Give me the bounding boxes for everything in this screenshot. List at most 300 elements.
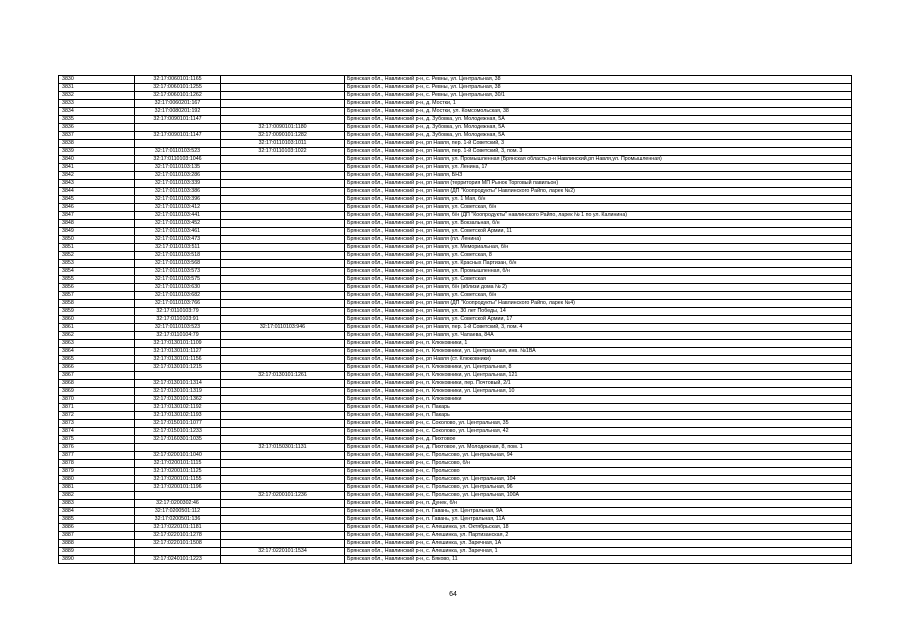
row-number-cell: 3887 — [59, 532, 135, 540]
cadastral-number-2-cell — [221, 228, 345, 236]
cadastral-number-cell: 32:17:0090101:1147 — [135, 132, 221, 140]
address-cell: Брянская обл., Навлинский р-н, с. Пролысово, ул. Центральная, 104 — [345, 476, 852, 484]
table-row — [59, 84, 852, 92]
table-row — [59, 548, 852, 556]
cadastral-number-2-cell — [221, 220, 345, 228]
cadastral-number-2-cell — [221, 268, 345, 276]
cadastral-number-2-cell — [221, 500, 345, 508]
address-cell: Брянская обл., Навлинский р-н, рп Навля (ст. Клюковники) — [345, 356, 852, 364]
cadastral-number-cell: 32:17:0220101:1278 — [135, 532, 221, 540]
cadastral-number-2-cell — [221, 388, 345, 396]
cadastral-number-cell: 32:17:0130101:1109 — [135, 340, 221, 348]
row-number-cell: 3855 — [59, 276, 135, 284]
cadastral-number-cell: 32:17:0150101:1233 — [135, 428, 221, 436]
row-number-cell: 3844 — [59, 188, 135, 196]
address-cell: Брянская обл., Навлинский р-н, рп Навля, ул. Ленина, 17 — [345, 164, 852, 172]
table-row — [59, 164, 852, 172]
row-number-cell: 3832 — [59, 92, 135, 100]
cadastral-number-cell: 32:17:0110103:1046 — [135, 156, 221, 164]
cadastral-number-2-cell — [221, 252, 345, 260]
address-cell: Брянская обл., Навлинский р-н, с. Пролысово, ул. Центральная, 100А — [345, 492, 852, 500]
table-row — [59, 148, 852, 156]
cadastral-number-2-cell — [221, 484, 345, 492]
row-number-cell: 3850 — [59, 236, 135, 244]
registry-table-body — [59, 76, 852, 564]
table-row — [59, 476, 852, 484]
address-cell: Брянская обл., Навлинский р-н, рп Навля, ул. 30 лет Победы, 14 — [345, 308, 852, 316]
address-cell: Брянская обл., Навлинский р-н, рп Навля (ДП "Коопродукты" Навлинского Райпо, ларек №2) — [345, 188, 852, 196]
cadastral-number-cell: 32:17:0110103:766 — [135, 300, 221, 308]
cadastral-number-cell: 32:17:0110103:573 — [135, 268, 221, 276]
address-cell: Брянская обл., Навлинский р-н, д. Мостки, ул. Комсомольская, 38 — [345, 108, 852, 116]
row-number-cell: 3878 — [59, 460, 135, 468]
cadastral-number-2-cell — [221, 428, 345, 436]
table-row — [59, 380, 852, 388]
cadastral-number-cell: 32:17:0220101:1181 — [135, 524, 221, 532]
row-number-cell: 3865 — [59, 356, 135, 364]
cadastral-number-2-cell — [221, 108, 345, 116]
table-row — [59, 316, 852, 324]
cadastral-number-2-cell — [221, 524, 345, 532]
row-number-cell: 3879 — [59, 468, 135, 476]
cadastral-number-cell: 32:17:0130101:1127 — [135, 348, 221, 356]
cadastral-number-cell: 32:17:0110103:473 — [135, 236, 221, 244]
table-row — [59, 196, 852, 204]
cadastral-number-cell: 32:17:0110103:523 — [135, 148, 221, 156]
address-cell: Брянская обл., Навлинский р-н, п. Клюковники, ул. Центральная, инв. №1ВА — [345, 348, 852, 356]
cadastral-number-cell: 32:17:0060101:1262 — [135, 92, 221, 100]
cadastral-number-cell: 32:17:0130101:1156 — [135, 356, 221, 364]
row-number-cell: 3883 — [59, 500, 135, 508]
cadastral-number-2-cell — [221, 236, 345, 244]
table-row — [59, 292, 852, 300]
cadastral-number-2-cell — [221, 356, 345, 364]
table-row — [59, 228, 852, 236]
address-cell: Брянская обл., Навлинский р-н, с. Алешинка, ул. Заречная, 1А — [345, 540, 852, 548]
cadastral-number-2-cell — [221, 100, 345, 108]
table-row — [59, 500, 852, 508]
address-cell: Брянская обл., Навлинский р-н, п. Гавань, ул. Центральная, 9А — [345, 508, 852, 516]
row-number-cell: 3880 — [59, 476, 135, 484]
address-cell: Брянская обл., Навлинский р-н, п. Клюковники — [345, 396, 852, 404]
row-number-cell: 3847 — [59, 212, 135, 220]
cadastral-number-2-cell — [221, 412, 345, 420]
address-cell: Брянская обл., Навлинский р-н, с. Алешинка, ул. Октябрьская, 18 — [345, 524, 852, 532]
row-number-cell: 3835 — [59, 116, 135, 124]
address-cell: Брянская обл., Навлинский р-н, рп Навля, ул. Промышленная, б/н — [345, 268, 852, 276]
cadastral-number-cell: 32:17:0220101:1508 — [135, 540, 221, 548]
row-number-cell: 3851 — [59, 244, 135, 252]
row-number-cell: 3830 — [59, 76, 135, 84]
address-cell: Брянская обл., Навлинский р-н, рп Навля, пер. 1-й Советский, 3, пом. 4 — [345, 324, 852, 332]
cadastral-number-2-cell — [221, 348, 345, 356]
cadastral-number-2-cell — [221, 92, 345, 100]
row-number-cell: 3888 — [59, 540, 135, 548]
address-cell: Брянская обл., Навлинский р-н, рп Навля, ул. Мемориальная, б/н — [345, 244, 852, 252]
cadastral-number-2-cell: 32:17:0090101:1282 — [221, 132, 345, 140]
cadastral-number-cell: 32:17:0110103:575 — [135, 276, 221, 284]
cadastral-number-2-cell: 32:17:0200101:1236 — [221, 492, 345, 500]
cadastral-number-cell: 32:17:0110103:523 — [135, 324, 221, 332]
cadastral-number-cell: 32:17:0130101:1319 — [135, 388, 221, 396]
address-cell: Брянская обл., Навлинский р-н, рп Навля, ул. 1 Мая, б/н — [345, 196, 852, 204]
table-row — [59, 444, 852, 452]
cadastral-number-2-cell: 32:17:0110103:1011 — [221, 140, 345, 148]
cadastral-number-cell: 32:17:0110103:682 — [135, 292, 221, 300]
address-cell: Брянская обл., Навлинский р-н, рп Навля, ул. Красных Партизан, б/н — [345, 260, 852, 268]
cadastral-number-cell: 32:17:0080201:192 — [135, 108, 221, 116]
row-number-cell: 3837 — [59, 132, 135, 140]
cadastral-number-2-cell — [221, 380, 345, 388]
row-number-cell: 3833 — [59, 100, 135, 108]
row-number-cell: 3854 — [59, 268, 135, 276]
cadastral-number-cell — [135, 124, 221, 132]
cadastral-number-2-cell: 32:17:0130101:1261 — [221, 372, 345, 380]
cadastral-number-cell: 32:17:0110103:568 — [135, 260, 221, 268]
address-cell: Брянская обл., Навлинский р-н, п. Дунек, б/н — [345, 500, 852, 508]
row-number-cell: 3867 — [59, 372, 135, 380]
table-row — [59, 116, 852, 124]
row-number-cell: 3874 — [59, 428, 135, 436]
cadastral-number-cell: 32:17:0110103:286 — [135, 172, 221, 180]
address-cell: Брянская обл., Навлинский р-н, рп Навля, ул. Советская, б/н — [345, 292, 852, 300]
cadastral-number-cell: 32:17:0110103:386 — [135, 188, 221, 196]
address-cell: Брянская обл., Навлинский р-н, с. Ревны, ул. Центральная, 38 — [345, 84, 852, 92]
address-cell: Брянская обл., Навлинский р-н, с. Соколово, ул. Центральная, 42 — [345, 428, 852, 436]
row-number-cell: 3838 — [59, 140, 135, 148]
cadastral-number-cell — [135, 548, 221, 556]
page-number: 64 — [449, 591, 457, 598]
table-row — [59, 244, 852, 252]
address-cell: Брянская обл., Навлинский р-н, д. Пихтовое, ул. Молодежная, 8, пом. 1 — [345, 444, 852, 452]
cadastral-number-cell: 32:17:0110104:79 — [135, 332, 221, 340]
cadastral-number-2-cell: 32:17:0090101:1180 — [221, 124, 345, 132]
row-number-cell: 3834 — [59, 108, 135, 116]
row-number-cell: 3836 — [59, 124, 135, 132]
address-cell: Брянская обл., Навлинский р-н, рп Навля, ул. Советская, б/н — [345, 204, 852, 212]
cadastral-number-cell: 32:17:0200101:1196 — [135, 484, 221, 492]
cadastral-number-2-cell — [221, 212, 345, 220]
address-cell: Брянская обл., Навлинский р-н, с. Алешинка, ул. Партизанская, 2 — [345, 532, 852, 540]
table-row — [59, 348, 852, 356]
table-row — [59, 364, 852, 372]
row-number-cell: 3845 — [59, 196, 135, 204]
table-row — [59, 332, 852, 340]
table-row — [59, 412, 852, 420]
table-row — [59, 460, 852, 468]
table-row — [59, 180, 852, 188]
cadastral-number-2-cell — [221, 244, 345, 252]
address-cell: Брянская обл., Навлинский р-н, п. Клюковники, ул. Центральная, 121 — [345, 372, 852, 380]
cadastral-number-cell: 32:17:0200101:1125 — [135, 468, 221, 476]
address-cell: Брянская обл., Навлинский р-н, д. Мостки, 1 — [345, 100, 852, 108]
cadastral-number-cell: 32:17:0160301:1035 — [135, 436, 221, 444]
address-cell: Брянская обл., Навлинский р-н, п. Клюковники, ул. Центральная, 8 — [345, 364, 852, 372]
table-row — [59, 492, 852, 500]
table-row — [59, 140, 852, 148]
row-number-cell: 3860 — [59, 316, 135, 324]
row-number-cell: 3853 — [59, 260, 135, 268]
row-number-cell: 3864 — [59, 348, 135, 356]
table-row — [59, 260, 852, 268]
table-row — [59, 556, 852, 564]
table-row — [59, 524, 852, 532]
cadastral-number-2-cell: 32:17:0110103:1022 — [221, 148, 345, 156]
row-number-cell: 3859 — [59, 308, 135, 316]
cadastral-number-2-cell — [221, 276, 345, 284]
cadastral-number-2-cell — [221, 540, 345, 548]
table-row — [59, 76, 852, 84]
address-cell: Брянская обл., Навлинский р-н, рп Навля, ул. Чапаева, 84А — [345, 332, 852, 340]
cadastral-number-2-cell — [221, 180, 345, 188]
table-row — [59, 356, 852, 364]
table-row — [59, 236, 852, 244]
address-cell: Брянская обл., Навлинский р-н, рп Навля, ул. Советская — [345, 276, 852, 284]
cadastral-number-cell: 32:17:0240101:1223 — [135, 556, 221, 564]
table-row — [59, 108, 852, 116]
row-number-cell: 3866 — [59, 364, 135, 372]
address-cell: Брянская обл., Навлинский р-н, с. Пролысово, б/н — [345, 460, 852, 468]
row-number-cell: 3886 — [59, 524, 135, 532]
row-number-cell: 3877 — [59, 452, 135, 460]
table-row — [59, 100, 852, 108]
cadastral-number-2-cell: 32:17:0150301:1131 — [221, 444, 345, 452]
cadastral-number-2-cell: 32:17:0220101:1534 — [221, 548, 345, 556]
address-cell: Брянская обл., Навлинский р-н, с. Бяково, 11 — [345, 556, 852, 564]
cadastral-number-2-cell — [221, 300, 345, 308]
table-row — [59, 420, 852, 428]
cadastral-number-2-cell — [221, 460, 345, 468]
table-row — [59, 508, 852, 516]
address-cell: Брянская обл., Навлинский р-н, рп Навля, б/н (ДП "Коопродукты" навлинского Райпо, ларек № 1 по ул. Калинина) — [345, 212, 852, 220]
cadastral-number-cell: 32:17:0060201:167 — [135, 100, 221, 108]
row-number-cell: 3863 — [59, 340, 135, 348]
address-cell: Брянская обл., Навлинский р-н, рп Навля, ул. Вокзальная, б/н — [345, 220, 852, 228]
cadastral-number-cell: 32:17:0200101:1155 — [135, 476, 221, 484]
address-cell: Брянская обл., Навлинский р-н, рп Навля, ул. Промышленная (Брянская область,р-н Навлинский,рп Навля,ул. Промышленная) — [345, 156, 852, 164]
row-number-cell: 3849 — [59, 228, 135, 236]
cadastral-number-cell: 32:17:0110103:630 — [135, 284, 221, 292]
address-cell: Брянская обл., Навлинский р-н, п. Клюковники, 1 — [345, 340, 852, 348]
cadastral-number-cell — [135, 492, 221, 500]
address-cell: Брянская обл., Навлинский р-н, с. Пролысово, ул. Центральная, 96 — [345, 484, 852, 492]
address-cell: Брянская обл., Навлинский р-н, д. Зубовка, ул. Молодежная, 5А — [345, 124, 852, 132]
cadastral-number-cell: 32:17:0110103:461 — [135, 228, 221, 236]
address-cell: Брянская обл., Навлинский р-н, д. Зубовка, ул. Молодежная, 5А — [345, 132, 852, 140]
table-row — [59, 404, 852, 412]
row-number-cell: 3869 — [59, 388, 135, 396]
row-number-cell: 3884 — [59, 508, 135, 516]
address-cell: Брянская обл., Навлинский р-н, с. Ревны, ул. Центральная, 38 — [345, 76, 852, 84]
cadastral-number-2-cell — [221, 76, 345, 84]
table-row — [59, 276, 852, 284]
table-row — [59, 516, 852, 524]
table-row — [59, 340, 852, 348]
row-number-cell: 3842 — [59, 172, 135, 180]
address-cell: Брянская обл., Навлинский р-н, п. Клюковники, пер. Почтовый, 2/1 — [345, 380, 852, 388]
table-row — [59, 204, 852, 212]
cadastral-number-cell: 32:17:0130101:1362 — [135, 396, 221, 404]
cadastral-number-2-cell — [221, 404, 345, 412]
cadastral-number-2-cell — [221, 308, 345, 316]
cadastral-number-2-cell: 32:17:0110103:946 — [221, 324, 345, 332]
cadastral-number-cell: 32:17:0130101:1215 — [135, 364, 221, 372]
cadastral-number-cell: 32:17:0200101:1040 — [135, 452, 221, 460]
cadastral-number-cell: 32:17:0200501:112 — [135, 508, 221, 516]
row-number-cell: 3872 — [59, 412, 135, 420]
cadastral-number-2-cell — [221, 364, 345, 372]
row-number-cell: 3848 — [59, 220, 135, 228]
address-cell: Брянская обл., Навлинский р-н, рп Навля, б/н (вблизи дома № 2) — [345, 284, 852, 292]
address-cell: Брянская обл., Навлинский р-н, п. Клюковники, ул. Центральная, 10 — [345, 388, 852, 396]
cadastral-number-cell: 32:17:0200501:136 — [135, 516, 221, 524]
cadastral-number-cell — [135, 444, 221, 452]
cadastral-number-2-cell — [221, 452, 345, 460]
cadastral-number-cell: 32:17:0130101:1314 — [135, 380, 221, 388]
cadastral-number-cell: 32:17:0060101:1165 — [135, 76, 221, 84]
address-cell: Брянская обл., Навлинский р-н, рп Навля, ул. Советская, 8 — [345, 252, 852, 260]
cadastral-number-cell: 32:17:0150101:1077 — [135, 420, 221, 428]
address-cell: Брянская обл., Навлинский р-н, рп Навля, пер. 1-й Советский, 3 — [345, 140, 852, 148]
row-number-cell: 3889 — [59, 548, 135, 556]
table-row — [59, 172, 852, 180]
table-row — [59, 212, 852, 220]
cadastral-number-2-cell — [221, 516, 345, 524]
row-number-cell: 3831 — [59, 84, 135, 92]
table-row — [59, 156, 852, 164]
cadastral-number-2-cell — [221, 284, 345, 292]
cadastral-number-2-cell — [221, 156, 345, 164]
cadastral-number-2-cell — [221, 436, 345, 444]
cadastral-number-2-cell — [221, 468, 345, 476]
cadastral-number-cell: 32:17:0110103:511 — [135, 244, 221, 252]
cadastral-number-2-cell — [221, 84, 345, 92]
cadastral-number-2-cell — [221, 420, 345, 428]
cadastral-number-2-cell — [221, 292, 345, 300]
table-row — [59, 372, 852, 380]
row-number-cell: 3861 — [59, 324, 135, 332]
address-cell: Брянская обл., Навлинский р-н, п. Пакарь — [345, 412, 852, 420]
table-row — [59, 532, 852, 540]
row-number-cell: 3840 — [59, 156, 135, 164]
address-cell: Брянская обл., Навлинский р-н, с. Соколово, ул. Центральная, 35 — [345, 420, 852, 428]
cadastral-number-cell: 32:17:0110103:339 — [135, 180, 221, 188]
row-number-cell: 3885 — [59, 516, 135, 524]
cadastral-number-2-cell — [221, 164, 345, 172]
cadastral-number-cell: 32:17:0110103:518 — [135, 252, 221, 260]
cadastral-number-2-cell — [221, 532, 345, 540]
cadastral-number-2-cell — [221, 476, 345, 484]
cadastral-number-cell: 32:17:0110103:91 — [135, 316, 221, 324]
address-cell: Брянская обл., Навлинский р-н, д. Пихтовое — [345, 436, 852, 444]
cadastral-number-cell: 32:17:0110103:441 — [135, 212, 221, 220]
cadastral-number-2-cell — [221, 172, 345, 180]
address-cell: Брянская обл., Навлинский р-н, рп Навля, БНЗ — [345, 172, 852, 180]
table-row — [59, 540, 852, 548]
row-number-cell: 3890 — [59, 556, 135, 564]
address-cell: Брянская обл., Навлинский р-н, рп Навля, ул. Советской Армии, 17 — [345, 316, 852, 324]
row-number-cell: 3857 — [59, 292, 135, 300]
table-row — [59, 92, 852, 100]
table-row — [59, 452, 852, 460]
address-cell: Брянская обл., Навлинский р-н, рп Навля, пер. 1-й Советский, 3, пом. 3 — [345, 148, 852, 156]
table-row — [59, 324, 852, 332]
cadastral-number-2-cell — [221, 204, 345, 212]
row-number-cell: 3871 — [59, 404, 135, 412]
row-number-cell: 3882 — [59, 492, 135, 500]
table-row — [59, 428, 852, 436]
table-row — [59, 132, 852, 140]
cadastral-number-cell — [135, 372, 221, 380]
address-cell: Брянская обл., Навлинский р-н, рп Навля (пл. Ленина) — [345, 236, 852, 244]
row-number-cell: 3875 — [59, 436, 135, 444]
cadastral-number-cell: 32:17:0130102:1192 — [135, 404, 221, 412]
table-row — [59, 468, 852, 476]
cadastral-number-cell: 32:17:0110103:396 — [135, 196, 221, 204]
table-row — [59, 188, 852, 196]
row-number-cell: 3856 — [59, 284, 135, 292]
address-cell: Брянская обл., Навлинский р-н, с. Пролысово — [345, 468, 852, 476]
table-row — [59, 220, 852, 228]
cadastral-number-2-cell — [221, 508, 345, 516]
cadastral-number-2-cell — [221, 396, 345, 404]
row-number-cell: 3881 — [59, 484, 135, 492]
cadastral-number-cell: 32:17:0060101:1255 — [135, 84, 221, 92]
cadastral-number-cell: 32:17:0110103:452 — [135, 220, 221, 228]
table-row — [59, 308, 852, 316]
address-cell: Брянская обл., Навлинский р-н, с. Пролысово, ул. Центральная, 94 — [345, 452, 852, 460]
table-row — [59, 300, 852, 308]
address-cell: Брянская обл., Навлинский р-н, д. Зубовка, ул. Молодежная, 5А — [345, 116, 852, 124]
cadastral-number-cell: 32:17:0110103:79 — [135, 308, 221, 316]
cadastral-number-2-cell — [221, 260, 345, 268]
cadastral-number-2-cell — [221, 188, 345, 196]
row-number-cell: 3858 — [59, 300, 135, 308]
cadastral-number-cell — [135, 140, 221, 148]
address-cell: Брянская обл., Навлинский р-н, рп Навля (территория МП Рынок Торговый павильон) — [345, 180, 852, 188]
address-cell: Брянская обл., Навлинский р-н, п. Гавань, ул. Центральная, 11А — [345, 516, 852, 524]
table-row — [59, 388, 852, 396]
address-cell: Брянская обл., Навлинский р-н, рп Навля (ДП "Коопродукты" Навлинского Райпо, ларек №4) — [345, 300, 852, 308]
row-number-cell: 3873 — [59, 420, 135, 428]
row-number-cell: 3862 — [59, 332, 135, 340]
cadastral-number-cell: 32:17:0090101:1147 — [135, 116, 221, 124]
row-number-cell: 3868 — [59, 380, 135, 388]
row-number-cell: 3852 — [59, 252, 135, 260]
table-row — [59, 484, 852, 492]
cadastral-number-2-cell — [221, 340, 345, 348]
cadastral-number-cell: 32:17:0110103:135 — [135, 164, 221, 172]
cadastral-number-cell: 32:17:0130102:1193 — [135, 412, 221, 420]
table-row — [59, 436, 852, 444]
row-number-cell: 3846 — [59, 204, 135, 212]
row-number-cell: 3843 — [59, 180, 135, 188]
row-number-cell: 3870 — [59, 396, 135, 404]
cadastral-number-cell: 32:17:0110103:412 — [135, 204, 221, 212]
address-cell: Брянская обл., Навлинский р-н, с. Ревны, ул. Центральная, 30/1 — [345, 92, 852, 100]
table-row — [59, 396, 852, 404]
table-row — [59, 284, 852, 292]
address-cell: Брянская обл., Навлинский р-н, рп Навля, ул. Советской Армии, 11 — [345, 228, 852, 236]
table-row — [59, 252, 852, 260]
cadastral-number-2-cell — [221, 116, 345, 124]
cadastral-number-2-cell — [221, 316, 345, 324]
cadastral-number-2-cell — [221, 196, 345, 204]
address-cell: Брянская обл., Навлинский р-н, п. Пакарь — [345, 404, 852, 412]
table-row — [59, 124, 852, 132]
registry-table — [58, 75, 852, 564]
cadastral-number-2-cell — [221, 556, 345, 564]
